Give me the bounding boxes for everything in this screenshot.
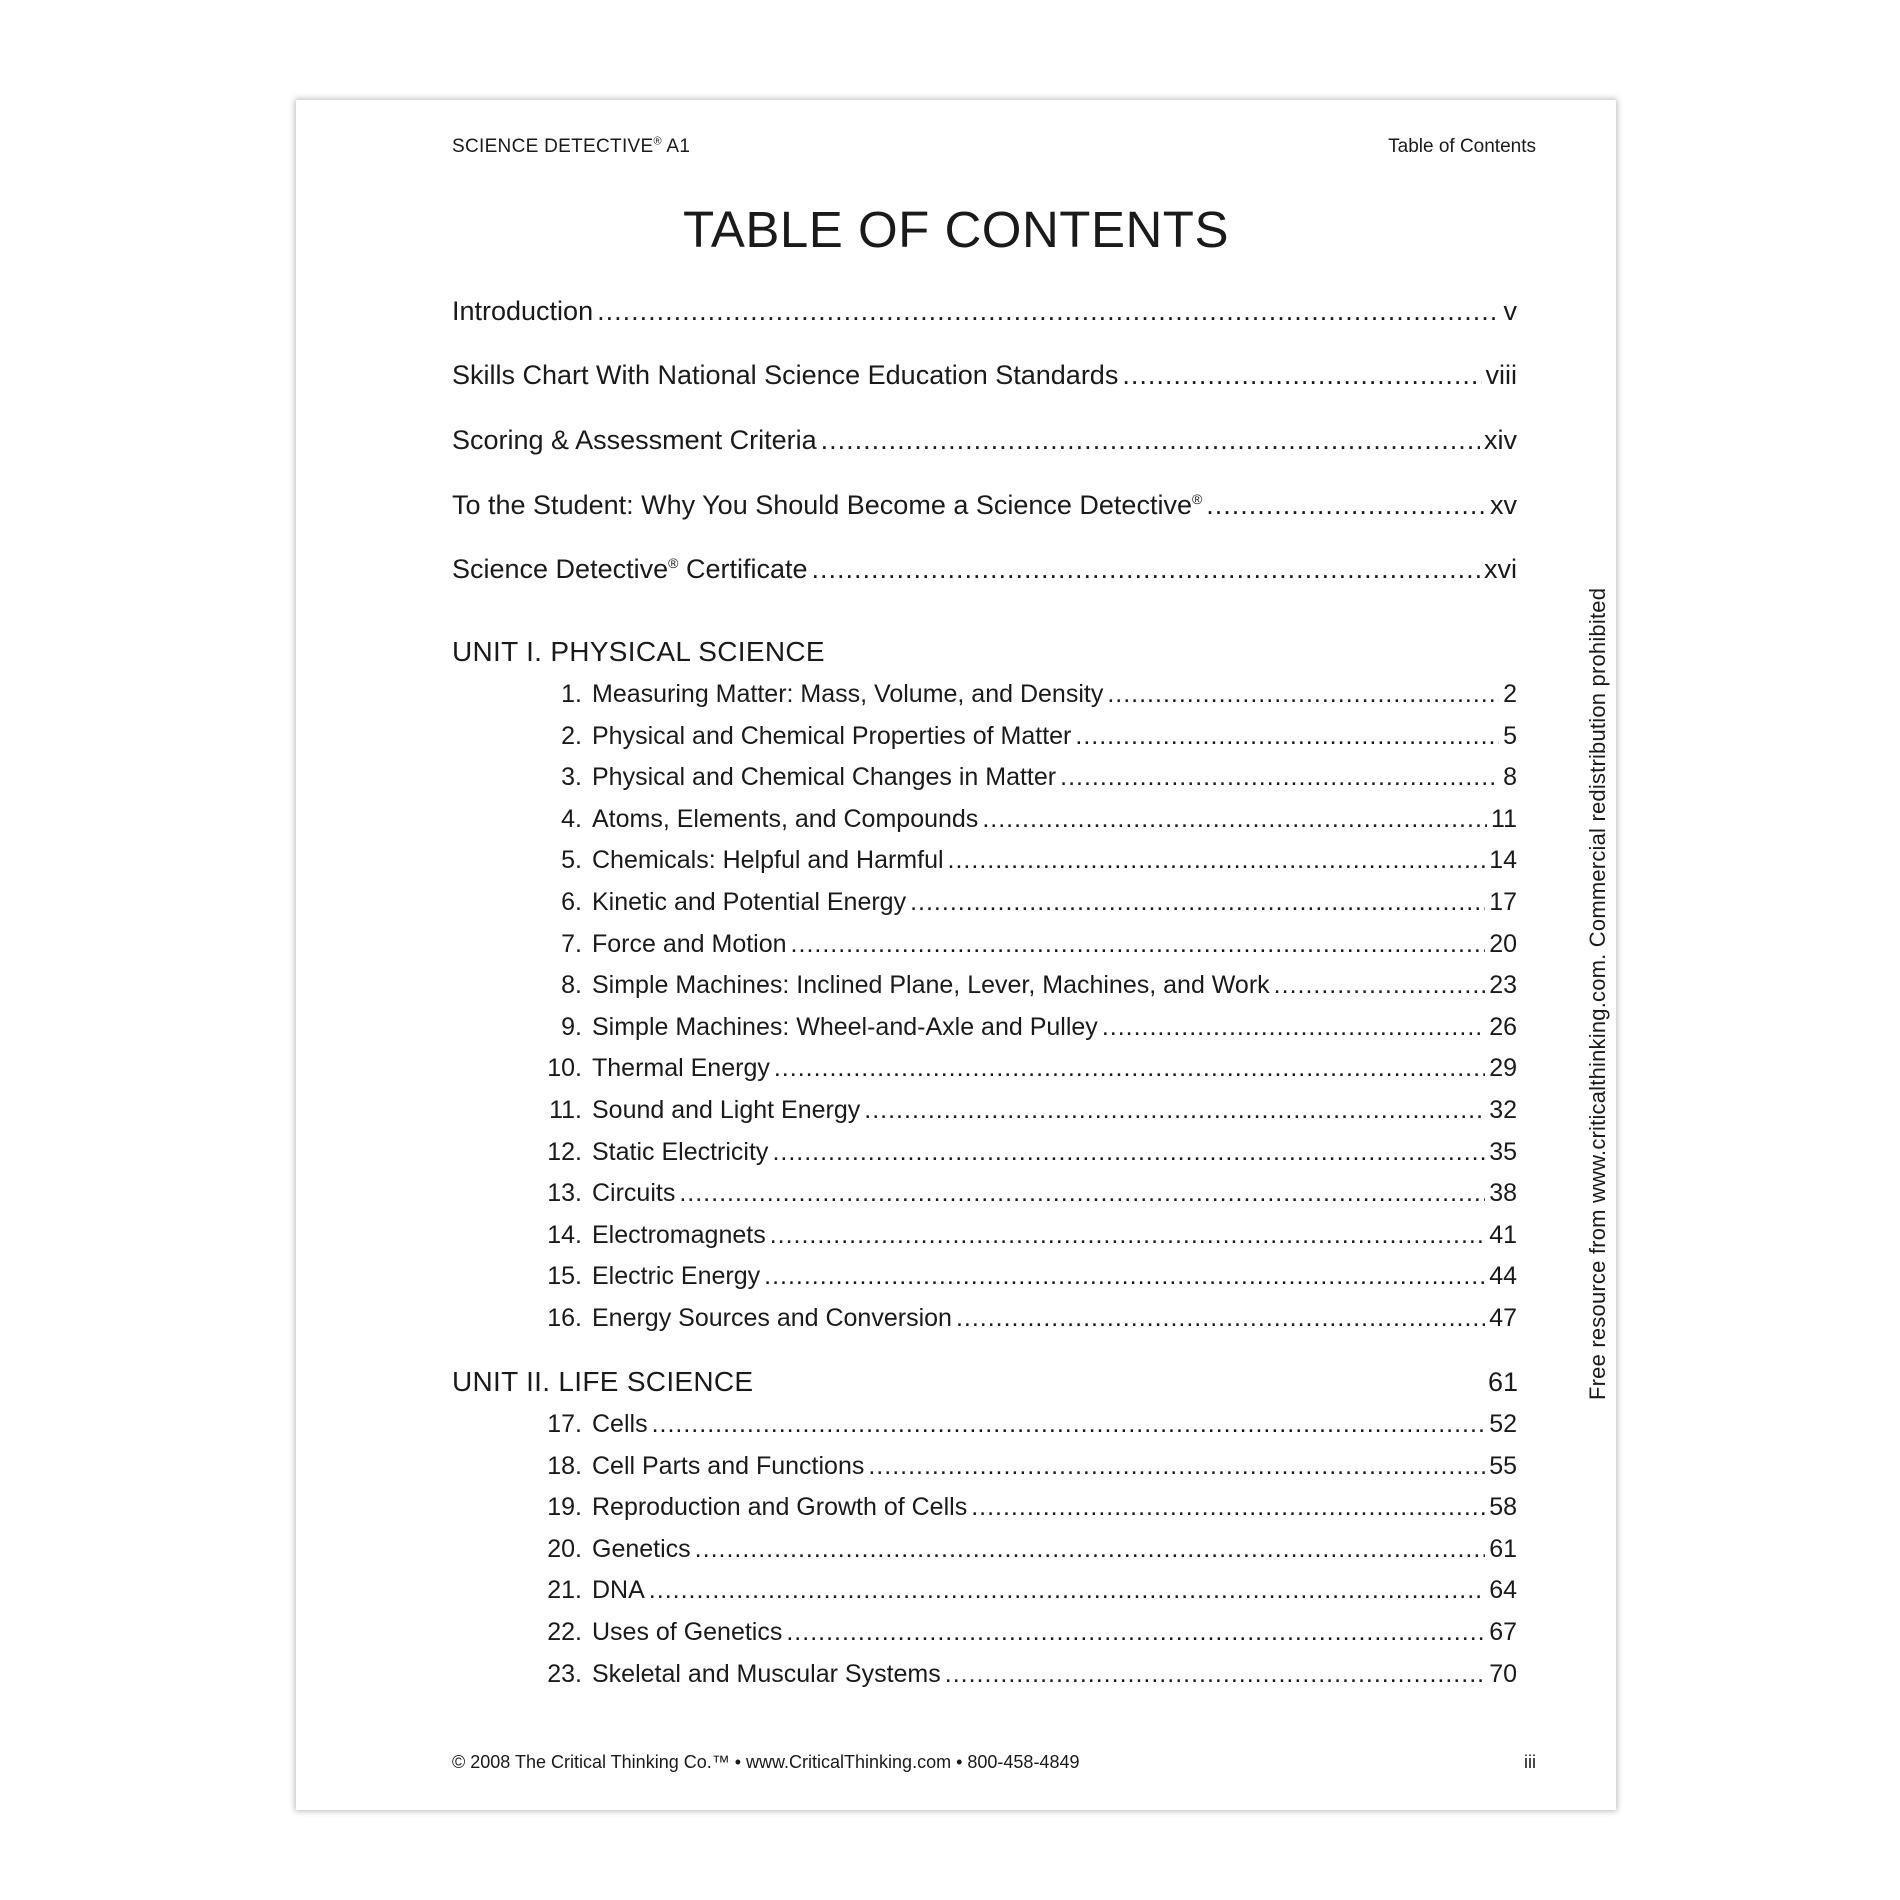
header-title-suffix: A1 [661, 136, 691, 157]
toc-lesson-title: Cells [592, 1410, 648, 1438]
toc-lesson-page: 64 [1489, 1576, 1517, 1605]
running-header-title [452, 136, 690, 158]
toc-lesson-number: 17. [547, 1410, 582, 1438]
toc-entry-label: Skills Chart With National Science Education Standards [452, 360, 1119, 390]
toc-entry-scoring[interactable] [452, 425, 1517, 461]
leader-dots [774, 1054, 1485, 1083]
toc-lesson-label [536, 971, 1270, 1000]
leader-dots [956, 1304, 1485, 1333]
toc-lesson-label [536, 930, 787, 959]
toc-lesson-label [536, 763, 1056, 792]
toc-lesson-title: DNA [592, 1576, 645, 1605]
header-title-text: SCIENCE DETECTIVE [452, 136, 654, 157]
leader-dots [649, 1576, 1485, 1605]
toc-lesson-entry[interactable] [536, 888, 1517, 922]
toc-lesson-number: 19. [547, 1493, 582, 1522]
toc-lesson-number: 18. [547, 1451, 582, 1480]
registered-mark: ® [668, 555, 679, 571]
running-header-section: Table of Contents [1388, 136, 1536, 157]
toc-lesson-page: 23 [1489, 971, 1517, 1000]
toc-lesson-entry[interactable] [536, 805, 1517, 839]
toc-lesson-entry[interactable] [536, 1618, 1517, 1652]
side-watermark-note [1585, 530, 1615, 1400]
toc-lesson-number: 4. [561, 804, 582, 833]
leader-dots [971, 1493, 1485, 1522]
document-page [296, 100, 1616, 1810]
toc-lesson-page: 70 [1489, 1659, 1517, 1688]
toc-lesson-entry[interactable] [536, 1221, 1517, 1255]
toc-lesson-title: Physical and Chemical Changes in Matter [592, 763, 1057, 792]
leader-dots [791, 930, 1486, 959]
registered-mark: ® [653, 135, 662, 148]
toc-lesson-number: 2. [561, 721, 582, 750]
toc-entry-label: Scoring & Assessment Criteria [452, 425, 817, 455]
toc-lesson-label [536, 1013, 1098, 1042]
toc-lesson-label [536, 680, 1103, 709]
leader-dots [1102, 1013, 1485, 1042]
toc-lesson-entry[interactable] [536, 1304, 1517, 1338]
toc-lesson-number: 3. [561, 763, 582, 792]
leader-dots [1060, 763, 1499, 792]
toc-lesson-label [536, 1221, 766, 1250]
toc-lesson-page: 52 [1489, 1410, 1517, 1438]
toc-lesson-label [536, 722, 1071, 751]
toc-lesson-title: Uses of Genetics [592, 1618, 783, 1646]
toc-lesson-entry[interactable] [536, 1410, 1517, 1444]
toc-lesson-number: 6. [561, 888, 582, 916]
toc-lesson-entry[interactable] [536, 1179, 1517, 1213]
toc-lesson-title: Skeletal and Muscular Systems [592, 1659, 941, 1688]
toc-lesson-number: 8. [561, 971, 582, 1000]
toc-lesson-title: Energy Sources and Conversion [592, 1304, 952, 1332]
toc-lesson-number: 12. [547, 1137, 582, 1166]
leader-dots [910, 888, 1485, 917]
leader-dots [679, 1179, 1485, 1208]
toc-entry-label-text: Science Detective [452, 554, 669, 584]
leader-dots [821, 425, 1480, 456]
toc-lesson-number: 7. [561, 929, 582, 958]
toc-lesson-title: Thermal Energy [592, 1054, 770, 1083]
toc-entry-skills-chart[interactable] [452, 360, 1517, 396]
toc-entry-page: xvi [1484, 554, 1517, 584]
toc-entry-certificate[interactable] [452, 554, 1517, 590]
toc-lesson-number: 21. [547, 1576, 582, 1605]
toc-lesson-label [536, 1054, 770, 1083]
leader-dots [811, 554, 1480, 585]
page-title: TABLE OF CONTENTS [683, 201, 1229, 258]
toc-lesson-page: 47 [1489, 1304, 1517, 1332]
toc-lesson-page: 67 [1489, 1618, 1517, 1646]
leader-dots [695, 1535, 1486, 1564]
leader-dots [1075, 722, 1499, 751]
toc-lesson-label [536, 846, 944, 875]
toc-lesson-title: Cell Parts and Functions [592, 1451, 865, 1480]
side-note-text: Free resource from www.criticalthinking.com. Commercial redistribution prohibited [1585, 587, 1610, 1400]
toc-lesson-page: 38 [1489, 1179, 1517, 1208]
leader-dots [948, 846, 1486, 875]
toc-lesson-page: 58 [1489, 1493, 1517, 1522]
toc-lesson-number: 16. [547, 1304, 582, 1332]
toc-lesson-entry[interactable] [536, 680, 1517, 714]
toc-lesson-title: Genetics [592, 1534, 691, 1563]
toc-lesson-label [536, 1576, 645, 1605]
toc-lesson-label [536, 1452, 864, 1481]
unit-heading-physical-science: UNIT I. PHYSICAL SCIENCE [452, 636, 825, 667]
toc-lesson-label [536, 1304, 952, 1333]
toc-lesson-label [536, 1138, 768, 1167]
toc-entry-page: viii [1485, 360, 1517, 390]
toc-entry-label: Introduction [452, 296, 594, 326]
toc-entry-introduction[interactable] [452, 296, 1517, 332]
leader-dots [1107, 680, 1499, 709]
toc-entry-label-text: To the Student: Why You Should Become a Science Detective [452, 490, 1192, 520]
toc-lesson-label [536, 1660, 941, 1689]
toc-lesson-number: 15. [547, 1262, 582, 1291]
toc-lesson-entry[interactable] [536, 1452, 1517, 1486]
toc-lesson-label [536, 1262, 760, 1291]
toc-lesson-number: 1. [561, 680, 582, 708]
toc-lesson-number: 20. [547, 1534, 582, 1563]
toc-lesson-title: Electric Energy [592, 1262, 761, 1291]
toc-lesson-label [536, 1410, 648, 1439]
toc-lesson-page: 5 [1503, 721, 1517, 750]
toc-lesson-number: 23. [547, 1659, 582, 1688]
toc-lesson-label [536, 1535, 691, 1564]
toc-lesson-label [536, 888, 906, 917]
toc-lesson-entry[interactable] [536, 1096, 1517, 1130]
toc-lesson-entry[interactable] [536, 930, 1517, 964]
unit-heading-life-science: UNIT II. LIFE SCIENCE [452, 1366, 754, 1397]
toc-lesson-entry[interactable] [536, 846, 1517, 880]
toc-lesson-entry[interactable] [536, 1054, 1517, 1088]
leader-dots [597, 296, 1499, 327]
toc-lesson-entry[interactable] [536, 1013, 1517, 1047]
leader-dots [772, 1138, 1485, 1167]
toc-lesson-page: 14 [1489, 846, 1517, 875]
toc-lesson-page: 41 [1489, 1220, 1517, 1249]
toc-lesson-label [536, 1179, 675, 1208]
toc-lesson-title: Simple Machines: Wheel-and-Axle and Pulley [592, 1012, 1098, 1041]
toc-lesson-title: Static Electricity [592, 1137, 769, 1166]
toc-lesson-number: 14. [547, 1220, 582, 1249]
leader-dots [868, 1452, 1485, 1481]
toc-lesson-title: Reproduction and Growth of Cells [592, 1493, 968, 1522]
toc-lesson-title: Electromagnets [592, 1220, 766, 1249]
toc-entry-label [452, 554, 807, 585]
toc-lesson-title: Chemicals: Helpful and Harmful [592, 846, 944, 875]
toc-lesson-number: 10. [547, 1054, 582, 1083]
toc-lesson-entry[interactable] [536, 1535, 1517, 1569]
toc-entry-page: xiv [1484, 425, 1517, 455]
leader-dots [864, 1096, 1485, 1125]
footer-page-number: iii [1524, 1752, 1536, 1772]
toc-lesson-page: 32 [1489, 1096, 1517, 1124]
toc-lesson-page: 29 [1489, 1054, 1517, 1083]
toc-lesson-page: 11 [1491, 804, 1517, 833]
toc-lesson-label [536, 805, 978, 834]
toc-lesson-page: 55 [1489, 1451, 1517, 1480]
toc-lesson-label [536, 1618, 782, 1647]
toc-lesson-title: Measuring Matter: Mass, Volume, and Density [592, 680, 1104, 708]
toc-lesson-entry[interactable] [536, 1493, 1517, 1527]
toc-lesson-title: Sound and Light Energy [592, 1096, 861, 1124]
leader-dots [652, 1410, 1486, 1439]
toc-lesson-page: 20 [1489, 929, 1517, 958]
toc-lesson-label [536, 1493, 967, 1522]
toc-lesson-entry[interactable] [536, 1138, 1517, 1172]
toc-lesson-number: 22. [547, 1618, 582, 1646]
leader-dots [770, 1221, 1485, 1250]
toc-lesson-number: 5. [561, 846, 582, 875]
toc-lesson-title: Circuits [592, 1179, 676, 1208]
toc-lesson-title: Force and Motion [592, 929, 787, 958]
toc-lesson-entry[interactable] [536, 763, 1517, 797]
toc-lesson-entry[interactable] [536, 1660, 1517, 1694]
toc-entry-label-suffix: Certificate [678, 554, 808, 584]
toc-lesson-page: 44 [1489, 1262, 1517, 1291]
leader-dots [1274, 971, 1486, 1000]
toc-entry-label [452, 490, 1202, 521]
toc-lesson-page: 8 [1503, 763, 1517, 792]
toc-lesson-entry[interactable] [536, 1576, 1517, 1610]
toc-lesson-title: Atoms, Elements, and Compounds [592, 804, 979, 833]
toc-lesson-number: 9. [561, 1012, 582, 1041]
toc-lesson-entry[interactable] [536, 971, 1517, 1005]
toc-lesson-entry[interactable] [536, 1262, 1517, 1296]
toc-lesson-title: Kinetic and Potential Energy [592, 888, 907, 916]
toc-lesson-title: Physical and Chemical Properties of Matter [592, 721, 1072, 750]
toc-lesson-page: 26 [1489, 1012, 1517, 1041]
toc-entry-page: v [1503, 296, 1517, 326]
toc-lesson-title: Simple Machines: Inclined Plane, Lever, Machines, and Work [592, 971, 1270, 1000]
toc-entry-to-the-student[interactable] [452, 490, 1517, 526]
toc-lesson-entry[interactable] [536, 722, 1517, 756]
toc-lesson-page: 2 [1503, 680, 1517, 708]
registered-mark: ® [1191, 491, 1203, 507]
leader-dots [786, 1618, 1485, 1647]
toc-lesson-page: 35 [1489, 1137, 1517, 1166]
toc-entry-page: xv [1490, 490, 1517, 520]
leader-dots [945, 1660, 1485, 1689]
leader-dots [1206, 490, 1486, 521]
toc-lesson-number: 13. [547, 1179, 582, 1208]
unit-page-number: 61 [1488, 1367, 1519, 1397]
leader-dots [1122, 360, 1481, 391]
leader-dots [764, 1262, 1485, 1291]
toc-lesson-page: 17 [1489, 888, 1517, 916]
toc-lesson-number: 11. [549, 1096, 582, 1124]
toc-lesson-page: 61 [1489, 1534, 1517, 1563]
footer-copyright: © 2008 The Critical Thinking Co.™ • www.CriticalThinking.com • 800-458-4849 [452, 1752, 1080, 1772]
toc-lesson-label [536, 1096, 860, 1125]
leader-dots [982, 805, 1487, 834]
